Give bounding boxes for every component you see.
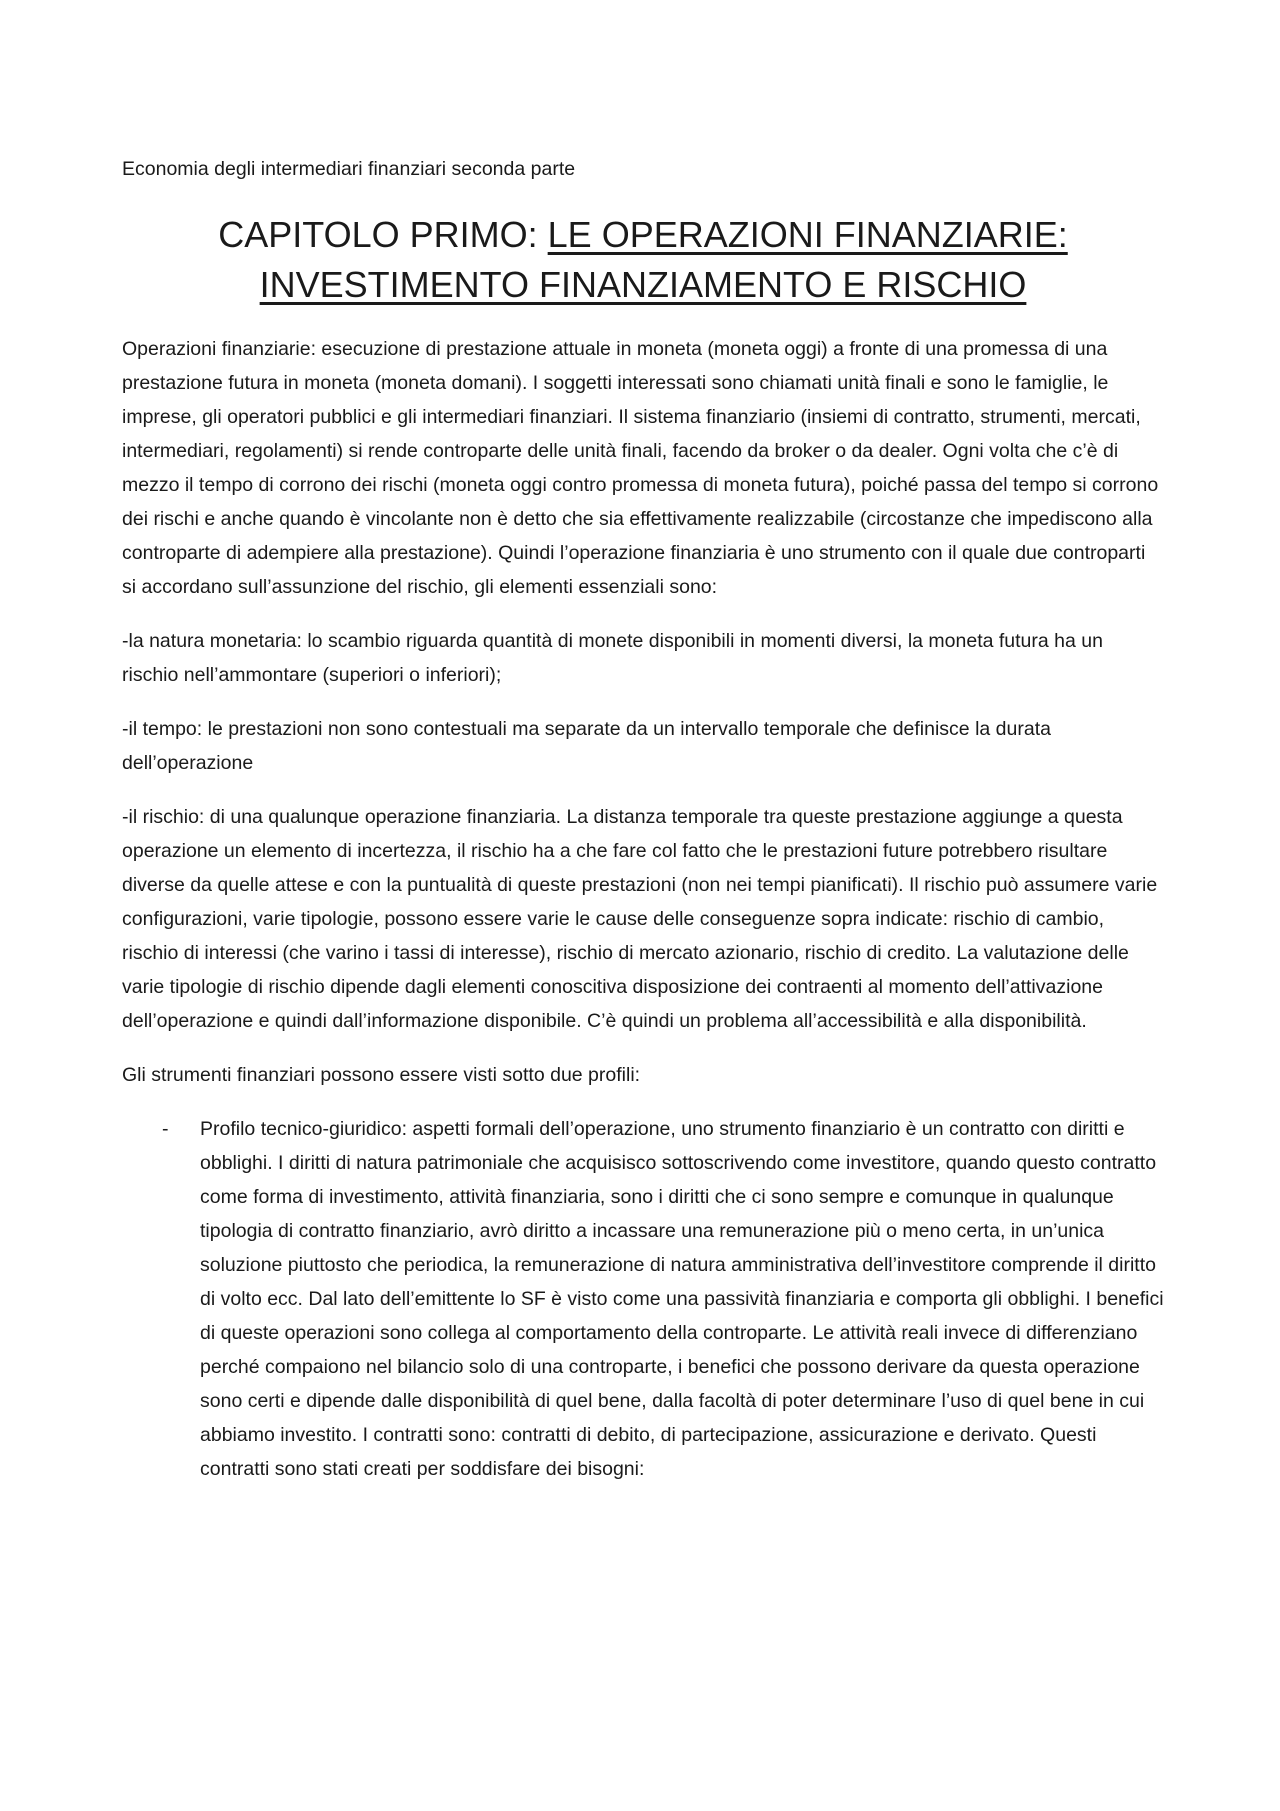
paragraph-intro: Operazioni finanziarie: esecuzione di prestazione attuale in moneta (moneta oggi) a fronte di una promessa di una prestazione futura in moneta (moneta domani). I soggetti interessati sono chiamati unità finali e sono le famiglie, le imprese, gli operatori pubblici e gli intermediari finanziari. Il sistema finanziario (insiemi di contratto, strumenti, mercati, intermediari, regolamenti) si rende controparte delle unità finali, facendo da broker o da dealer. Ogni volta che c’è di mezzo il tempo di corrono dei rischi (moneta oggi contro promessa di moneta futura), poiché passa del tempo si corrono dei rischi e anche quando è vincolante non è detto che sia effettivamente realizzabile (circostanze che impediscono alla controparte di adempiere alla prestazione). Quindi l’operazione finanziaria è uno strumento con il quale due controparti si accordano sull’assunzione del rischio, gli elementi essenziali sono: [122,338,1159,598]
chapter-title-underlined-2: INVESTIMENTO FINANZIAMENTO E RISCHIO [259,264,1027,305]
paragraph-rischio: -il rischio: di una qualunque operazione finanziaria. La distanza temporale tra queste prestazione aggiunge a questa operazione un elemento di incertezza, il rischio ha a che fare col fatto che le prestazioni future potrebbero risultare diverse da quelle attese e con la puntualità di queste prestazioni (non nei tempi pianificati). Il rischio può assumere varie configurazioni, varie tipologie, possono essere varie le cause delle conseguenze sopra indicate: rischio di cambio, rischio di interessi (che varino i tassi di interesse), rischio di mercato azionario, rischio di credito. La valutazione delle varie tipologie di rischio dipende dagli elementi conoscitiva disposizione dei contraenti al momento dell’attivazione dell’operazione e quindi dall’informazione disponibile. C’è quindi un problema all’accessibilità e alla disponibilità. [122,806,1158,1032]
chapter-title [122,210,1164,310]
profili-list [122,1112,1164,1486]
paragraph-tempo: -il tempo: le prestazioni non sono contestuali ma separate da un intervallo temporale che definisce la durata dell’operazione [122,718,1051,774]
list-bullet: - [162,1118,169,1140]
document-header: Economia degli intermediari finanziari seconda parte [122,158,576,180]
paragraph-natura-monetaria: -la natura monetaria: lo scambio riguarda quantità di monete disponibili in momenti diversi, la moneta futura ha un rischio nell’ammontare (superiori o inferiori); [122,630,1103,686]
chapter-title-prefix: CAPITOLO PRIMO: [218,214,548,255]
list-item [122,1112,1164,1486]
paragraph-profili-intro: Gli strumenti finanziari possono essere visti sotto due profili: [122,1064,641,1086]
document-page [122,152,1164,1486]
chapter-title-underlined-1: LE OPERAZIONI FINANZIARIE: [547,214,1068,255]
list-item-text: Profilo tecnico-giuridico: aspetti formali dell’operazione, uno strumento finanziario è un contratto con diritti e obblighi. I diritti di natura patrimoniale che acquisisco sottoscrivendo come investitore, quando questo contratto come forma di investimento, attività finanziaria, sono i diritti che ci sono sempre e comunque in qualunque tipologia di contratto finanziario, avrò diritto a incassare una remunerazione più o meno certa, in un’unica soluzione piuttosto che periodica, la remunerazione di natura amministrativa dell’investitore comprende il diritto di volto ecc. Dal lato dell’emittente lo SF è visto come una passività finanziaria e comporta gli obblighi. I benefici di queste operazioni sono collega al comportamento della controparte. Le attività reali invece di differenziano perché compaiono nel bilancio solo di una controparte, i benefici che possono derivare da questa operazione sono certi e dipende dalle disponibilità di quel bene, dalla facoltà di poter determinare l’uso di quel bene in cui abbiamo investito. I contratti sono: contratti di debito, di partecipazione, assicurazione e derivato. Questi contratti sono stati creati per soddisfare dei bisogni: [200,1118,1164,1480]
